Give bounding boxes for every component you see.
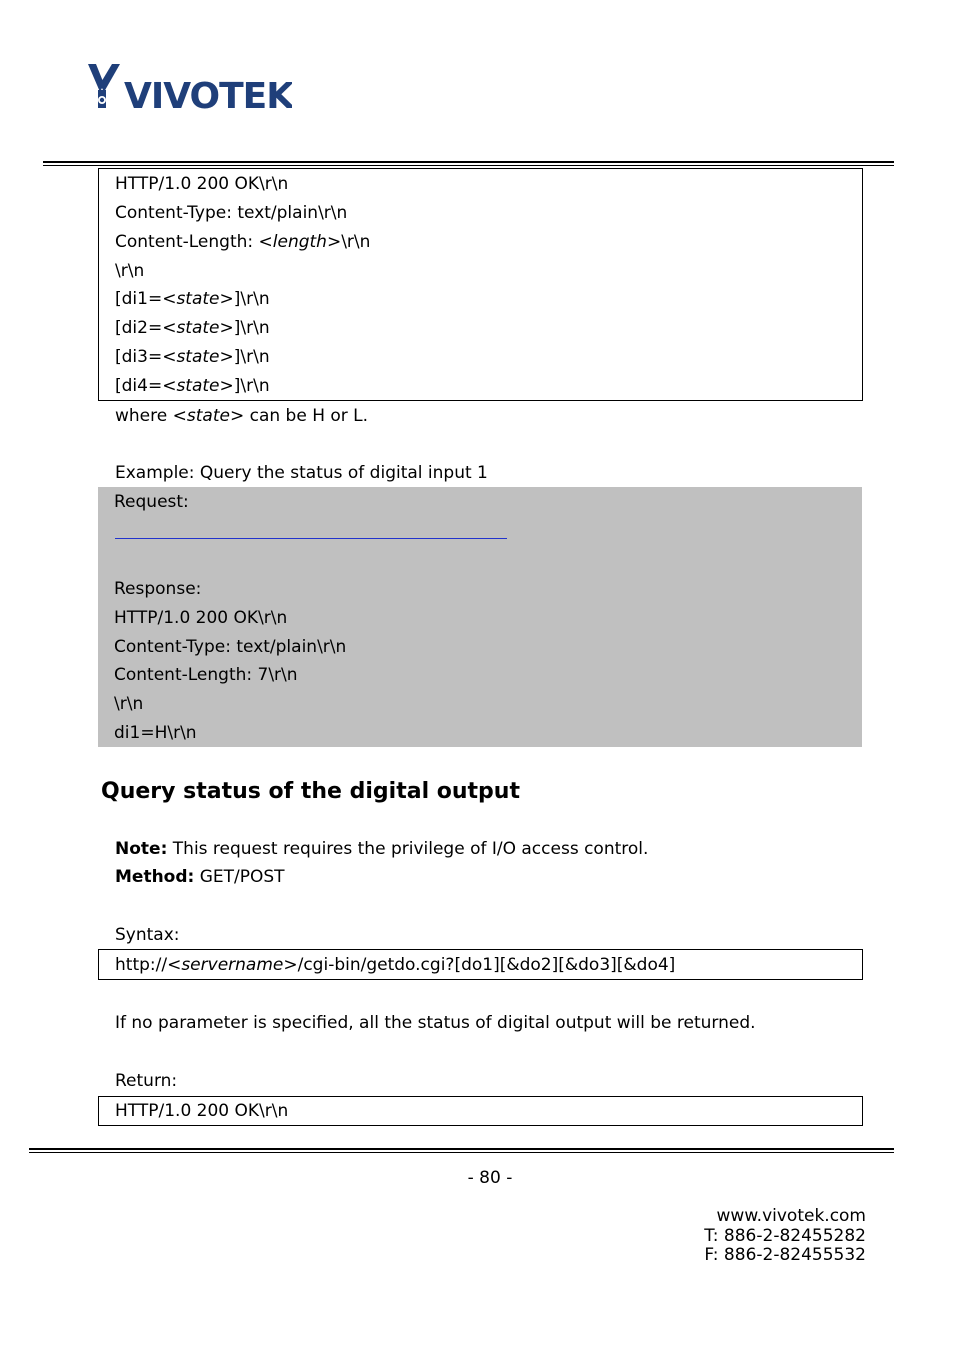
example-block <box>98 487 862 747</box>
code-line: HTTP/1.0 200 OK\r\n <box>115 174 289 194</box>
response-line: Content-Length: 7\r\n <box>114 665 298 685</box>
logo-wordmark: VIVOTEK <box>124 76 292 114</box>
code-line: Content-Length: <length>\r\n <box>115 232 371 252</box>
code-line: [di3=<state>]\r\n <box>115 347 270 367</box>
vivotek-logo <box>86 62 292 114</box>
example-title: Example: Query the status of digital input 1 <box>115 463 488 483</box>
return-code-box <box>98 168 863 401</box>
response-line: Content-Type: text/plain\r\n <box>114 637 347 657</box>
syntax-box <box>98 949 863 980</box>
response-line: HTTP/1.0 200 OK\r\n <box>114 608 288 628</box>
phone-text: T: 886-2-82455282 <box>704 1225 866 1246</box>
footer-rule <box>29 1148 894 1153</box>
response-line: \r\n <box>114 694 144 714</box>
code-line: [di2=<state>]\r\n <box>115 318 270 338</box>
return-code-box-2 <box>98 1096 863 1126</box>
note-text: Note: This request requires the privilege of I/O access control. <box>115 839 649 859</box>
website-text: www.vivotek.com <box>716 1206 866 1226</box>
code-line: [di4=<state>]\r\n <box>115 376 270 396</box>
code-line: \r\n <box>115 261 145 281</box>
section-heading: Query status of the digital output <box>101 779 520 804</box>
code-line: HTTP/1.0 200 OK\r\n <box>115 1101 289 1121</box>
response-label: Response: <box>114 579 202 599</box>
contact-info <box>704 1207 866 1266</box>
request-label: Request: <box>114 492 189 512</box>
code-line: [di1=<state>]\r\n <box>115 289 270 309</box>
request-url-link[interactable] <box>115 538 507 539</box>
syntax-url: http://<servername>/cgi-bin/getdo.cgi?[do1][&do2][&do3][&do4] <box>115 955 676 975</box>
where-text: where <state> can be H or L. <box>115 406 369 426</box>
return-label: Return: <box>115 1071 178 1091</box>
no-parameter-text: If no parameter is specified, all the status of digital output will be returned. <box>115 1013 756 1033</box>
code-line: Content-Type: text/plain\r\n <box>115 203 348 223</box>
fax-text: F: 886-2-82455532 <box>704 1245 866 1265</box>
header-rule <box>43 161 894 166</box>
syntax-label: Syntax: <box>115 925 180 945</box>
method-text: Method: GET/POST <box>115 867 285 887</box>
page-number: - 80 - <box>467 1168 513 1188</box>
response-line: di1=H\r\n <box>114 723 197 743</box>
